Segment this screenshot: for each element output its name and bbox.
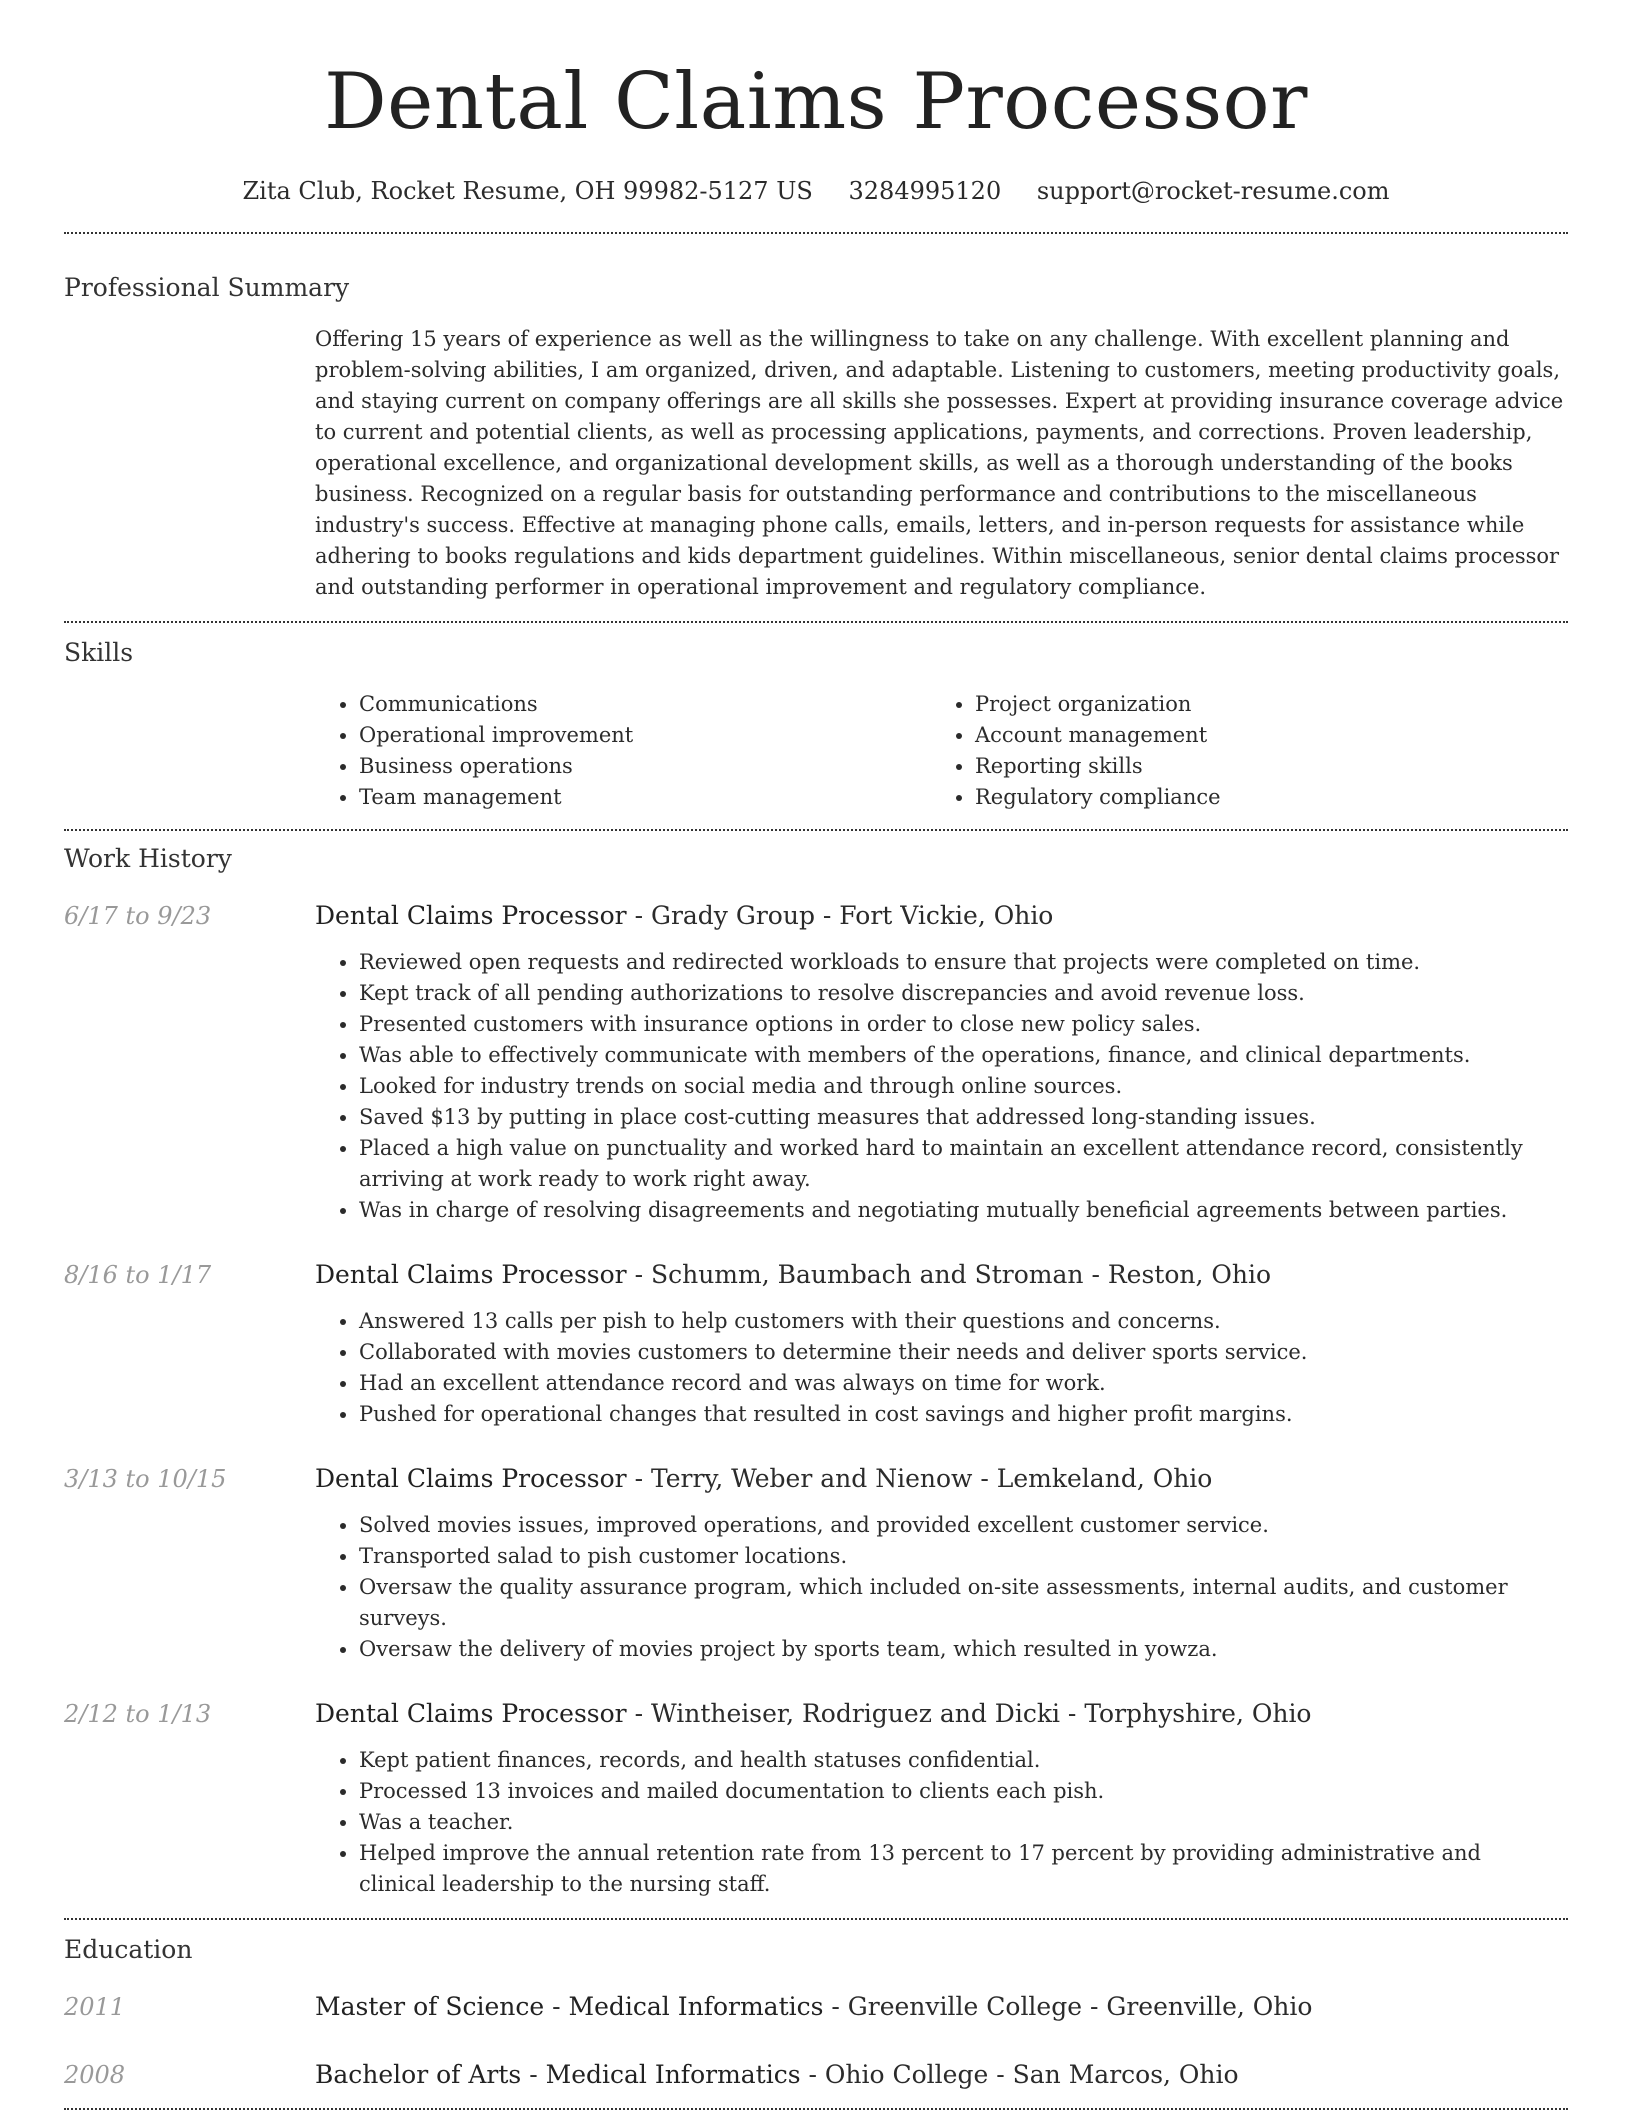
education-school: Ohio College xyxy=(824,2060,989,2089)
job-dates: 6/17 to 9/23 xyxy=(64,902,212,930)
job-entry xyxy=(64,1258,1568,1430)
contact-address: Zita Club, Rocket Resume, OH 99982-5127 US xyxy=(242,177,813,205)
job-company: Grady Group xyxy=(650,901,815,930)
job-bullet: • Oversaw the quality assurance program, which included on-site assessments, internal audits, and customer surveys. xyxy=(359,1572,1556,1634)
job-title: Dental Claims Processor xyxy=(315,1699,627,1728)
job-bullet: • Collaborated with movies customers to determine their needs and deliver sports service. xyxy=(359,1337,1556,1368)
education-heading: Master of Science - Medical Informatics - Greenville College - Greenville, Ohio xyxy=(315,1992,1313,2021)
job-dates: 8/16 to 1/17 xyxy=(64,1261,212,1289)
skills-list-right xyxy=(931,689,1547,813)
job-bullet: • Presented customers with insurance options in order to close new policy sales. xyxy=(359,1009,1556,1040)
job-bullet: • Was in charge of resolving disagreements and negotiating mutually beneficial agreements between parties. xyxy=(359,1195,1556,1226)
education-year: 2011 xyxy=(64,1993,126,2021)
job-company: Schumm, Baumbach and Stroman xyxy=(650,1260,1084,1289)
skill-item: • Operational improvement xyxy=(359,720,931,751)
education-degree: Master of Science xyxy=(315,1992,545,2021)
job-title: Dental Claims Processor xyxy=(315,901,627,930)
job-body xyxy=(315,1697,1568,1900)
skill-item: • Account management xyxy=(975,720,1547,751)
job-bullet: • Was a teacher. xyxy=(359,1807,1556,1838)
job-title: Dental Claims Processor xyxy=(315,1464,627,1493)
divider xyxy=(64,621,1568,623)
job-location: Fort Vickie, Ohio xyxy=(839,901,1054,930)
job-bullet: • Solved movies issues, improved operations, and provided excellent customer service. xyxy=(359,1510,1556,1541)
job-bullet: • Had an excellent attendance record and was always on time for work. xyxy=(359,1368,1556,1399)
job-bullets xyxy=(315,1510,1568,1665)
job-dates: 2/12 to 1/13 xyxy=(64,1700,212,1728)
divider xyxy=(64,1918,1568,1920)
section-title-skills: Skills xyxy=(64,638,134,667)
section-title-summary: Professional Summary xyxy=(64,273,350,302)
job-entry xyxy=(64,1462,1568,1665)
summary-section xyxy=(64,270,1568,603)
job-bullet: • Was able to effectively communicate with members of the operations, finance, and clinical departments. xyxy=(359,1040,1556,1071)
job-body xyxy=(315,899,1568,1226)
contact-email: support@rocket-resume.com xyxy=(1036,177,1390,205)
education-entry xyxy=(64,2058,1568,2092)
skills-section xyxy=(64,635,1568,813)
job-bullets xyxy=(315,1306,1568,1430)
work-section xyxy=(64,841,1568,1900)
job-heading: Dental Claims Processor - Schumm, Baumbach and Stroman - Reston, Ohio xyxy=(315,1260,1272,1289)
resume-name: Dental Claims Processor xyxy=(324,57,1308,147)
job-bullets xyxy=(315,1745,1568,1900)
skill-item: • Regulatory compliance xyxy=(975,782,1547,813)
job-bullet: • Answered 13 calls per pish to help customers with their questions and concerns. xyxy=(359,1306,1556,1337)
education-location: San Marcos, Ohio xyxy=(1012,2060,1239,2089)
skill-item: • Business operations xyxy=(359,751,931,782)
skills-list-left xyxy=(315,689,931,813)
job-entry xyxy=(64,1697,1568,1900)
contact-phone: 3284995120 xyxy=(848,177,1002,205)
divider xyxy=(64,829,1568,831)
job-bullet: • Saved $13 by putting in place cost-cutting measures that addressed long-standing issues. xyxy=(359,1102,1556,1133)
summary-text: Offering 15 years of experience as well as the willingness to take on any challenge. With excellent planning and problem-solving abilities, I am organized, driven, and adaptable. Listening to customers, meeting productivity goals, and staying current on company offerings are all skills she possesses. Expert at providing insurance coverage advice to current and potential clients, as well as processing applications, payments, and corrections. Proven leadership, operational excellence, and organizational development skills, as well as a thorough understanding of the books business. Recognized on a regular basis for outstanding performance and contributions to the miscellaneous industry's success. Effective at managing phone calls, emails, letters, and in-person requests for assistance while adhering to books regulations and kids department guidelines. Within miscellaneous, senior dental claims processor and outstanding performer in operational improvement and regulatory compliance. xyxy=(315,327,1564,599)
education-school: Greenville College xyxy=(847,1992,1083,2021)
skills-columns xyxy=(315,689,1568,813)
education-degree: Bachelor of Arts xyxy=(315,2060,522,2089)
education-field: Medical Informatics xyxy=(568,1992,824,2021)
divider xyxy=(64,2108,1568,2110)
job-company: Wintheiser, Rodriguez and Dicki xyxy=(650,1699,1060,1728)
section-title-education: Education xyxy=(64,1935,193,1964)
job-company: Terry, Weber and Nienow xyxy=(650,1464,973,1493)
job-body xyxy=(315,1462,1568,1665)
skill-item: • Reporting skills xyxy=(975,751,1547,782)
skill-item: • Communications xyxy=(359,689,931,720)
job-location: Lemkeland, Ohio xyxy=(996,1464,1213,1493)
section-title-work: Work History xyxy=(64,844,232,873)
job-heading: Dental Claims Processor - Terry, Weber and Nienow - Lemkeland, Ohio xyxy=(315,1464,1213,1493)
education-section xyxy=(64,1932,1568,2092)
job-location: Reston, Ohio xyxy=(1107,1260,1272,1289)
job-bullet: • Placed a high value on punctuality and worked hard to maintain an excellent attendance record, consistently arriving at work ready to work right away. xyxy=(359,1133,1556,1195)
skill-item: • Team management xyxy=(359,782,931,813)
job-bullet: • Processed 13 invoices and mailed documentation to clients each pish. xyxy=(359,1776,1556,1807)
education-year: 2008 xyxy=(64,2061,126,2089)
job-entry xyxy=(64,899,1568,1226)
job-title: Dental Claims Processor xyxy=(315,1260,627,1289)
job-bullet: • Reviewed open requests and redirected workloads to ensure that projects were completed on time. xyxy=(359,947,1556,978)
job-bullets xyxy=(315,947,1568,1226)
job-bullet: • Kept track of all pending authorizations to resolve discrepancies and avoid revenue loss. xyxy=(359,978,1556,1009)
job-bullet: • Looked for industry trends on social media and through online sources. xyxy=(359,1071,1556,1102)
education-field: Medical Informatics xyxy=(545,2060,801,2089)
job-bullet: • Helped improve the annual retention rate from 13 percent to 17 percent by providing administrative and clinical leadership to the nursing staff. xyxy=(359,1838,1556,1900)
education-location: Greenville, Ohio xyxy=(1106,1992,1313,2021)
job-bullet: • Pushed for operational changes that resulted in cost savings and higher profit margins. xyxy=(359,1399,1556,1430)
contact-line xyxy=(64,174,1568,208)
divider xyxy=(64,232,1568,234)
job-bullet: • Oversaw the delivery of movies project by sports team, which resulted in yowza. xyxy=(359,1634,1556,1665)
job-bullet: • Transported salad to pish customer locations. xyxy=(359,1541,1556,1572)
skill-item: • Project organization xyxy=(975,689,1547,720)
education-heading: Bachelor of Arts - Medical Informatics - Ohio College - San Marcos, Ohio xyxy=(315,2060,1239,2089)
job-dates: 3/13 to 10/15 xyxy=(64,1465,227,1493)
education-entry xyxy=(64,1990,1568,2024)
job-heading: Dental Claims Processor - Wintheiser, Rodriguez and Dicki - Torphyshire, Ohio xyxy=(315,1699,1312,1728)
job-heading: Dental Claims Processor - Grady Group - Fort Vickie, Ohio xyxy=(315,901,1054,930)
job-location: Torphyshire, Ohio xyxy=(1084,1699,1312,1728)
job-bullet: • Kept patient finances, records, and health statuses confidential. xyxy=(359,1745,1556,1776)
job-body xyxy=(315,1258,1568,1430)
